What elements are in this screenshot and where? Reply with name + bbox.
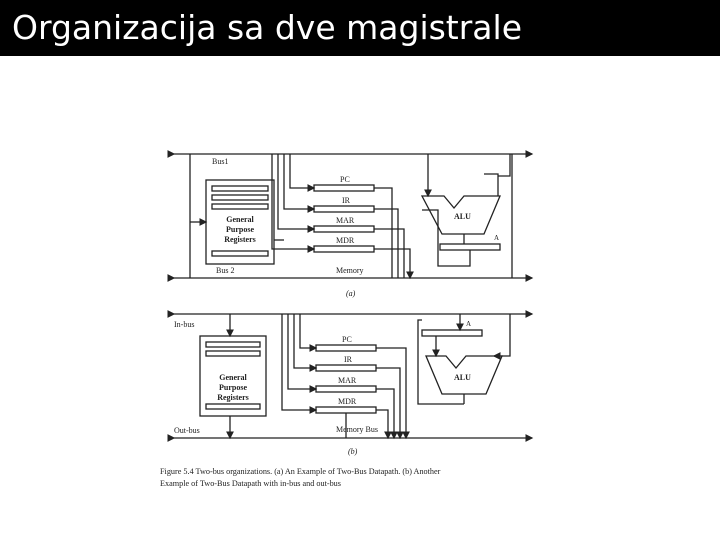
figure-caption-line2: Example of Two-Bus Datapath with in-bus and out-bus	[160, 479, 341, 488]
memory-label-a: Memory	[336, 266, 364, 275]
outbus-label: Out-bus	[174, 426, 200, 435]
gpr-line2-a: Purpose	[226, 225, 254, 234]
mdr-label-a: MDR	[336, 236, 355, 245]
mdr-label-b: MDR	[338, 397, 357, 406]
pc-register-b	[316, 345, 376, 351]
ir-register-a	[314, 206, 374, 212]
mar-register-b	[316, 386, 376, 392]
memory-bus-label: Memory Bus	[336, 425, 378, 434]
caption-a: (a)	[346, 289, 356, 298]
gpr-line1-a: General	[226, 215, 254, 224]
pc-label-a: PC	[340, 175, 350, 184]
mar-label-b: MAR	[338, 376, 357, 385]
bus2-label: Bus 2	[216, 266, 235, 275]
mdr-register-b	[316, 407, 376, 413]
figure-caption-line1: Figure 5.4 Two-bus organizations. (a) An Example of Two-Bus Datapath. (b) Another	[160, 467, 441, 476]
gpr-line3-b: Registers	[217, 393, 249, 402]
gpr-line1-b: General	[219, 373, 247, 382]
alu-label-a: ALU	[454, 212, 471, 221]
title-bar	[0, 0, 720, 56]
inbus-label: In-bus	[174, 320, 195, 329]
pc-label-b: PC	[342, 335, 352, 344]
a-label-a: A	[494, 234, 500, 242]
ir-register-b	[316, 365, 376, 371]
ir-label-a: IR	[342, 196, 350, 205]
pc-register-a	[314, 185, 374, 191]
a-register-b	[422, 330, 482, 336]
slide-title: Organizacija sa dve magistrale	[12, 8, 523, 47]
two-bus-figure	[160, 140, 560, 500]
a-register-a	[440, 244, 500, 250]
alu-label-b: ALU	[454, 373, 471, 382]
gpr-line2-b: Purpose	[219, 383, 247, 392]
mar-register-a	[314, 226, 374, 232]
caption-b: (b)	[348, 447, 358, 456]
mar-label-a: MAR	[336, 216, 355, 225]
gpr-line3-a: Registers	[224, 235, 256, 244]
bus1-label: Bus1	[212, 157, 229, 166]
mdr-register-a	[314, 246, 374, 252]
a-label-b: A	[466, 320, 472, 328]
ir-label-b: IR	[344, 355, 352, 364]
